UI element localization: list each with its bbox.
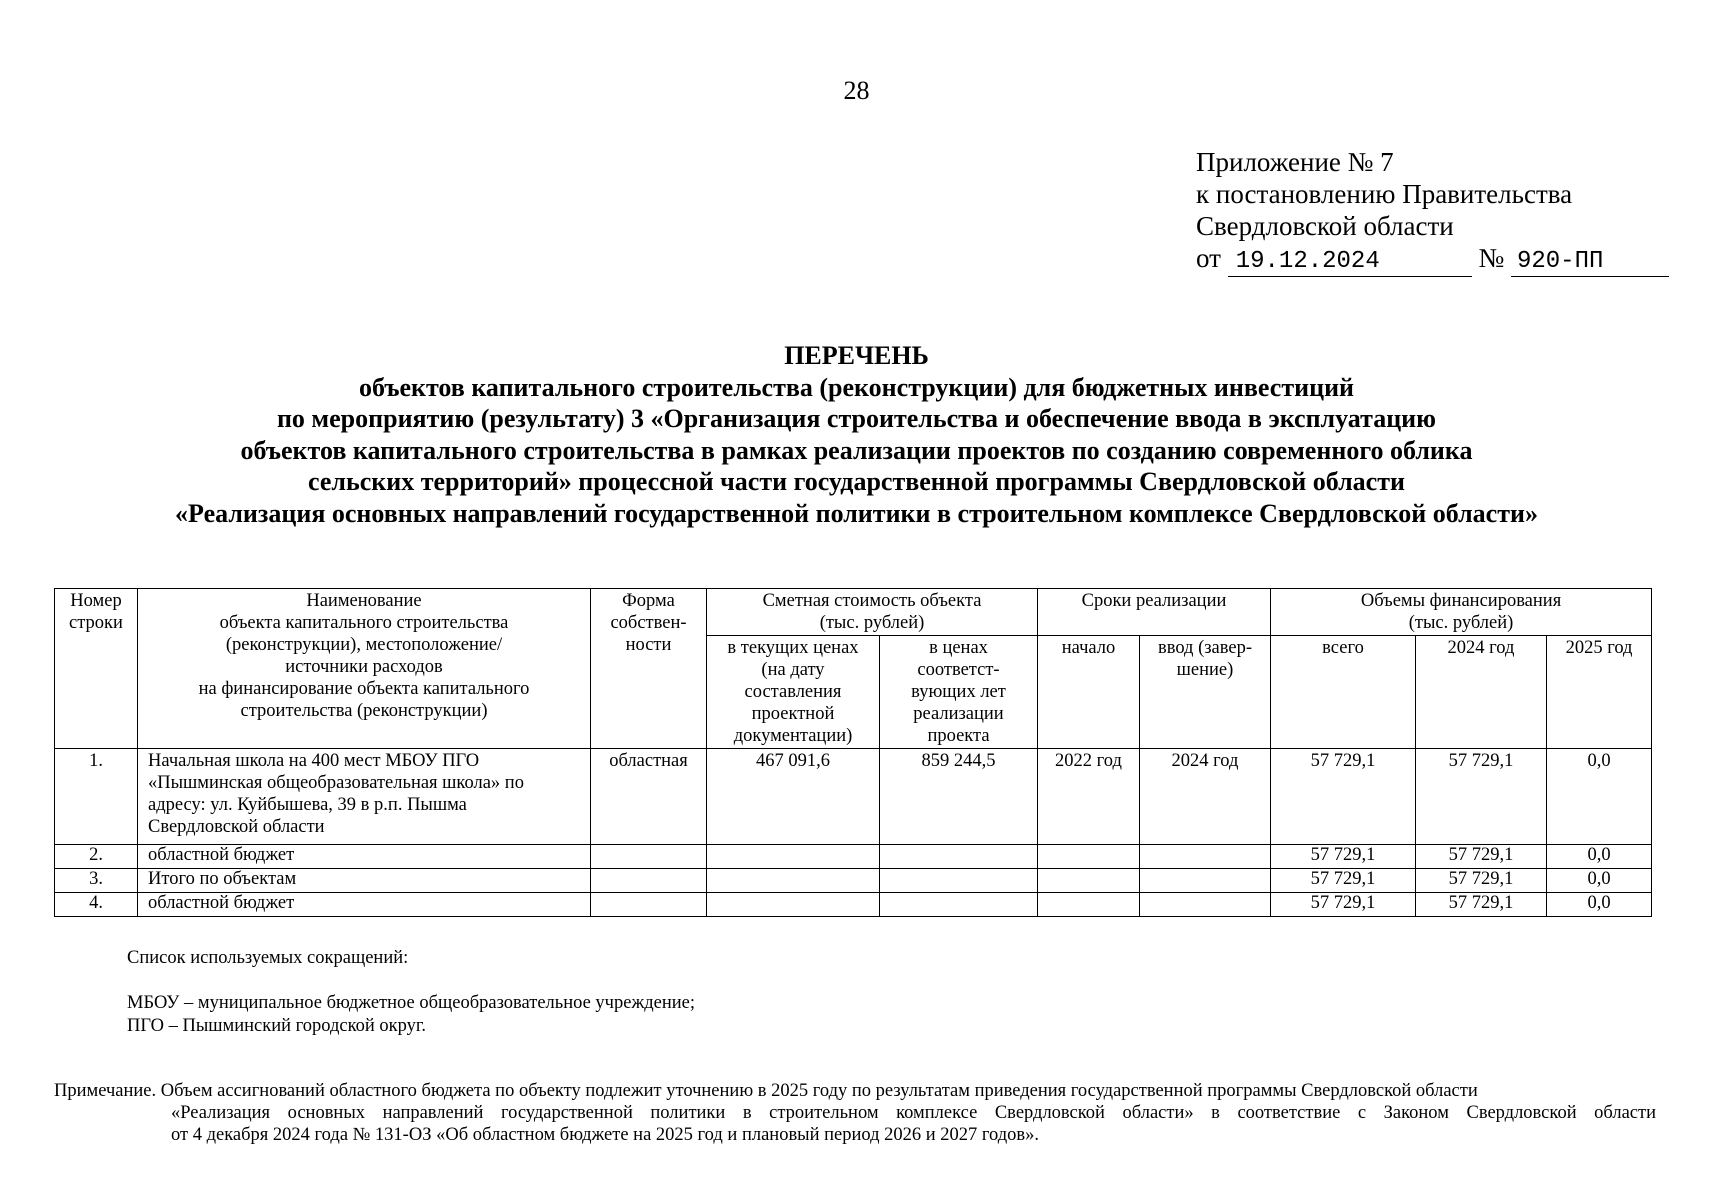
y2025-cell: 0,0 [1547,749,1652,845]
y2024-cell: 57 729,1 [1416,749,1547,845]
note-line: «Реализация основных направлений государственной политики в строительном комплексе Свердловской области» в соответствие с Законом Свердловской области [171,1103,1656,1123]
appendix-block [1196,146,1669,277]
note-line: от 4 декабря 2024 года № 131-ОЗ «Об областном бюджете на 2025 год и плановый период 2026 и 2027 годов». [171,1125,1040,1145]
object-name: Итого по объектам [138,869,591,893]
row-number: 4. [55,893,138,917]
table-header-row [55,589,1652,636]
header-estimated-cost: Сметная стоимость объекта (тыс. рублей) [707,589,1038,636]
appendix-date-number [1196,242,1669,277]
header-corresponding-prices: в ценах соответст- вующих лет реализации проекта [880,636,1038,749]
total-cell: 57 729,1 [1271,893,1416,917]
resolution-number: 920-ПП [1511,248,1669,277]
title-line: объектов капитального строительства в рамках реализации проектов по созданию современного облика [240,435,1473,465]
completion-cell: 2024 год [1140,749,1271,845]
abbreviation-item: МБОУ – муниципальное бюджетное общеобразовательное учреждение; [127,993,695,1013]
date-prefix: от [1196,243,1221,273]
title-line: сельских территорий» процессной части государственной программы Свердловской области [308,467,1405,496]
resolution-date: 19.12.2024 [1228,248,1472,277]
y2024-cell: 57 729,1 [1416,869,1547,893]
total-cell: 57 729,1 [1271,749,1416,845]
current-prices-cell: 467 091,6 [707,749,880,845]
abbreviations-heading: Список используемых сокращений: [127,948,409,968]
header-current-prices: в текущих ценах (на дату составления проектной документации) [707,636,880,749]
note-block [54,1080,1656,1146]
header-row-number: Номер строки [55,589,138,749]
row-number: 2. [55,845,138,869]
abbreviation-item: ПГО – Пышминский городской округ. [127,1016,427,1036]
object-name: областной бюджет [138,893,591,917]
document-title [60,340,1653,529]
corresponding-prices-cell: 859 244,5 [880,749,1038,845]
number-prefix: № [1478,243,1505,273]
y2024-cell: 57 729,1 [1416,845,1547,869]
y2025-cell: 0,0 [1547,845,1652,869]
y2025-cell: 0,0 [1547,869,1652,893]
table-row [55,869,1652,893]
note-line: Примечание. Объем ассигнований областного бюджета по объекту подлежит уточнению в 2025 году по результатам приведения государственной программы Свердловской области [54,1081,1478,1101]
total-cell: 57 729,1 [1271,845,1416,869]
title-heading: ПЕРЕЧЕНЬ [784,341,929,370]
object-name: областной бюджет [138,845,591,869]
appendix-resolution: к постановлению Правительства [1196,179,1573,209]
y2025-cell: 0,0 [1547,893,1652,917]
title-line: по мероприятию (результату) 3 «Организация строительства и обеспечение ввода в эксплуатацию [276,404,1437,433]
ownership-cell: областная [591,749,707,845]
header-terms: Сроки реализации [1038,589,1271,636]
header-object-name: Наименование объекта капитального строительства (реконструкции), местоположение/ источники расходов на финансирование объекта капитального строительства (реконструкции) [138,589,591,749]
total-cell: 57 729,1 [1271,869,1416,893]
page-number: 28 [843,76,870,105]
table-row [55,893,1652,917]
objects-table [54,588,1652,917]
header-start: начало [1038,636,1140,749]
y2024-cell: 57 729,1 [1416,893,1547,917]
object-name: Начальная школа на 400 мест МБОУ ПГО «Пышминская общеобразовательная школа» по адресу: ул. Куйбышева, 39 в р.п. Пышма Свердловской области [138,749,591,845]
table-row [55,845,1652,869]
appendix-title: Приложение № 7 [1196,147,1394,177]
header-completion: ввод (завер- шение) [1140,636,1271,749]
header-ownership: Форма собствен- ности [591,589,707,749]
title-line: «Реализация основных направлений государственной политики в строительном комплексе Свердловской области» [175,498,1538,528]
appendix-region: Свердловской области [1196,211,1454,241]
row-number: 3. [55,869,138,893]
header-funding: Объемы финансирования (тыс. рублей) [1271,589,1652,636]
header-2024: 2024 год [1416,636,1547,749]
start-cell: 2022 год [1038,749,1140,845]
table-row [55,749,1652,845]
header-total: всего [1271,636,1416,749]
row-number: 1. [55,749,138,845]
title-line: объектов капитального строительства (реконструкции) для бюджетных инвестиций [358,372,1355,402]
header-2025: 2025 год [1547,636,1652,749]
